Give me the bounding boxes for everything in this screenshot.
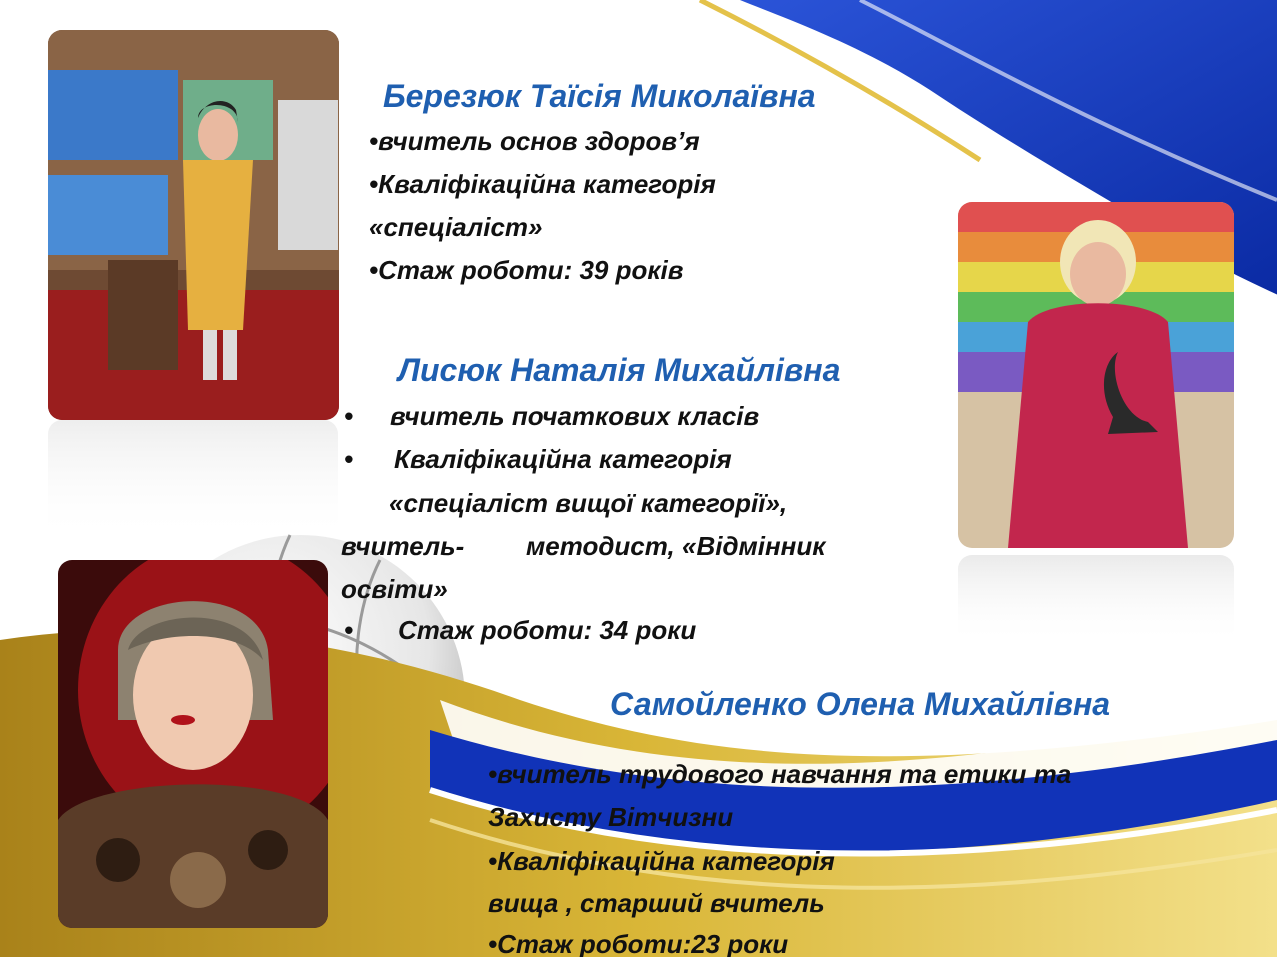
teacher1-category-label: •Кваліфікаційна категорія bbox=[369, 169, 716, 199]
teacher1-photo bbox=[48, 30, 339, 420]
teacher2-position: вчитель початкових класів bbox=[390, 401, 760, 431]
teacher2-title-c: освіти» bbox=[341, 574, 448, 604]
teacher3-category-value: вища , старший вчитель bbox=[488, 888, 825, 918]
teacher2-bullet-1: • bbox=[344, 401, 354, 431]
teacher2-category-value: «спеціаліст вищої категорії», bbox=[389, 488, 788, 518]
teacher2-bullet-2: • bbox=[344, 444, 354, 474]
teacher3-position-b: Захисту Вітчизни bbox=[488, 802, 734, 832]
teacher1-experience: •Стаж роботи: 39 років bbox=[369, 255, 684, 285]
teacher1-category-value: «спеціаліст» bbox=[369, 212, 543, 242]
teacher2-name: Лисюк Наталія Михайлівна bbox=[398, 352, 841, 388]
teacher2-photo bbox=[958, 202, 1234, 548]
teacher2-title-a: вчитель- bbox=[341, 531, 465, 561]
teacher3-category-label: •Кваліфікаційна категорія bbox=[488, 846, 835, 876]
teacher3-experience: •Стаж роботи:23 роки bbox=[488, 929, 789, 957]
teacher3-name: Самойленко Олена Михайлівна bbox=[610, 686, 1111, 722]
teacher2-category-label: Кваліфікаційна категорія bbox=[394, 444, 732, 474]
teacher2-title-b: методист, «Відмінник bbox=[526, 531, 826, 561]
teacher3-position-a: •вчитель трудового навчання та етики та bbox=[488, 759, 1072, 789]
teacher3-photo bbox=[58, 560, 328, 928]
teacher2-bullet-3: • bbox=[344, 615, 354, 645]
teacher1-name: Березюк Таїсія Миколаївна bbox=[383, 78, 816, 114]
teacher1-position: •вчитель основ здоров’я bbox=[369, 126, 700, 156]
teacher2-experience: Стаж роботи: 34 роки bbox=[398, 615, 697, 645]
